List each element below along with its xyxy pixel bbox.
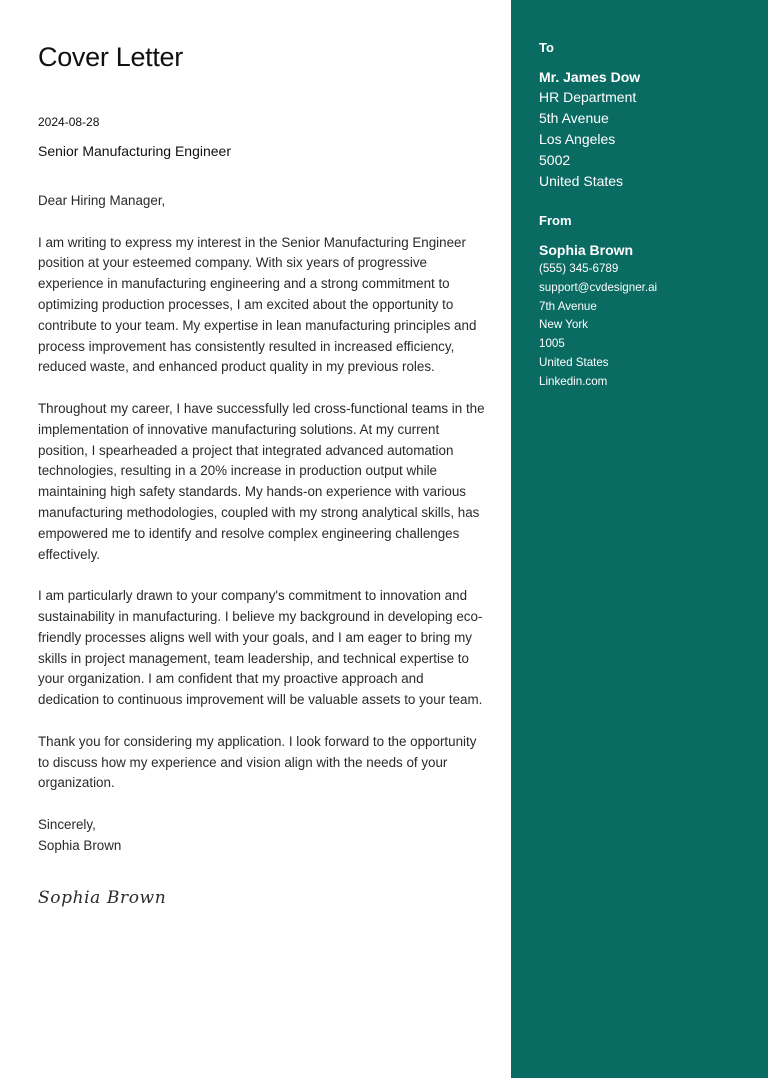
recipient-city: Los Angeles: [539, 131, 616, 147]
handwritten-signature: Sophia Brown: [38, 888, 167, 908]
sender-contact: [539, 260, 657, 392]
letter-date: 2024-08-28: [38, 115, 100, 129]
sender-heading: From: [539, 213, 572, 228]
recipient-postal: 5002: [539, 152, 571, 168]
closing-block: [38, 815, 488, 857]
job-title: Senior Manufacturing Engineer: [38, 143, 232, 159]
sender-postal: 1005: [539, 337, 565, 351]
closing-name: Sophia Brown: [38, 837, 122, 853]
sender-name: Sophia Brown: [539, 242, 634, 258]
sender-country: United States: [539, 355, 609, 369]
sender-city: New York: [539, 318, 588, 332]
paragraph-thanks: Thank you for considering my application. I look forward to the opportunity to discuss how my experience and vision align with the needs of your organization.: [38, 733, 477, 791]
sender-phone: (555) 345-6789: [539, 262, 619, 275]
recipient-country: United States: [539, 173, 624, 189]
recipient-department: HR Department: [539, 89, 637, 105]
paragraph-intro: I am writing to express my interest in the Senior Manufacturing Engineer position at your esteemed company. With six years of progressive experience in manufacturing engineering and a strong commitment to optimizing production processes, I am excited about the opportunity to contribute to your team. My expertise in lean manufacturing principles and process improvement has consistently resulted in increased efficiency, reduced waste, and enhanced product quality in my previous roles.: [38, 234, 477, 375]
letter-body: [38, 191, 488, 857]
sender-website: Linkedin.com: [539, 374, 608, 388]
sender-street: 7th Avenue: [539, 299, 597, 313]
recipient-name: Mr. James Dow: [539, 69, 641, 85]
recipient-address: [539, 87, 636, 192]
document-title: Cover Letter: [38, 42, 183, 72]
closing: Sincerely,: [38, 816, 96, 832]
salutation: Dear Hiring Manager,: [38, 193, 166, 208]
paragraph-experience: Throughout my career, I have successfully led cross-functional teams in the implementation of innovative manufacturing solutions. At my current position, I spearheaded a project that integrated advanced automation technologies, resulting in a 20% increase in production output while maintaining high safety standards. My hands-on experience with various manufacturing methodologies, coupled with my strong analytical skills, has empowered me to identify and resolve complex engineering challenges effectively.: [38, 400, 485, 562]
recipient-street: 5th Avenue: [539, 110, 609, 126]
recipient-heading: To: [539, 40, 554, 55]
paragraph-motivation: I am particularly drawn to your company's commitment to innovation and sustainability in manufacturing. I believe my background in developing eco-friendly processes aligns well with your goals, and I am eager to bring my skills in project management, team leadership, and technical expertise to your organization. I am confident that my proactive approach and dedication to continuous improvement will be valuable assets to your team.: [38, 588, 483, 708]
sender-email: support@cvdesigner.ai: [539, 280, 658, 294]
